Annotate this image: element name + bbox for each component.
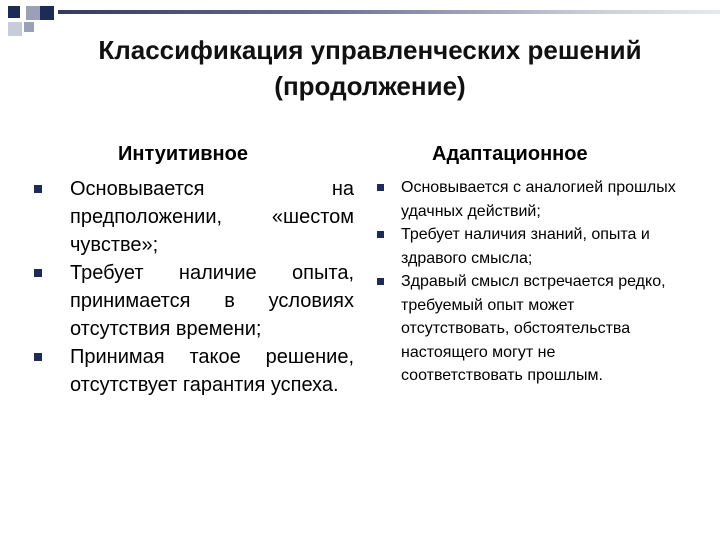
square-bullet-icon <box>377 231 384 238</box>
slide-title-line2: (продолжение) <box>274 71 466 101</box>
slide-title <box>30 32 710 104</box>
list-item <box>34 259 354 343</box>
square-bullet-icon <box>377 184 384 191</box>
left-column-list <box>34 175 354 399</box>
list-item-text: Требует наличие опыта, принимается в условиях отсутствия времени; <box>70 262 354 340</box>
list-item-text: Основывается на предположении, «шестом чувстве»; <box>70 178 354 256</box>
corner-square-icon <box>40 6 54 20</box>
left-column-heading: Интуитивное <box>118 143 248 165</box>
list-item-text: Основывается с аналогией прошлых удачных действий; <box>401 179 676 220</box>
list-item <box>377 223 677 270</box>
list-item-text: Принимая такое решение, отсутствует гарантия успеха. <box>70 346 354 396</box>
square-bullet-icon <box>377 278 384 285</box>
square-bullet-icon <box>34 269 42 277</box>
list-item <box>377 270 677 388</box>
decorative-bar <box>58 10 720 14</box>
right-column-heading: Адаптационное <box>432 143 588 165</box>
list-item <box>34 343 354 399</box>
list-item <box>34 175 354 259</box>
corner-square-icon <box>24 22 34 32</box>
list-item <box>377 176 677 223</box>
square-bullet-icon <box>34 185 42 193</box>
corner-square-icon <box>8 22 22 36</box>
list-item-text: Здравый смысл встречается редко, требуемый опыт может отсутствовать, обстоятельства настоящего могут не соответствовать прошлым. <box>401 273 666 384</box>
corner-square-icon <box>8 6 20 18</box>
list-item-text: Требует наличия знаний, опыта и здравого смысла; <box>401 226 650 267</box>
corner-square-icon <box>26 6 40 20</box>
slide-title-line1: Классификация управленческих решений <box>98 35 642 65</box>
right-column-list <box>377 176 677 388</box>
square-bullet-icon <box>34 353 42 361</box>
